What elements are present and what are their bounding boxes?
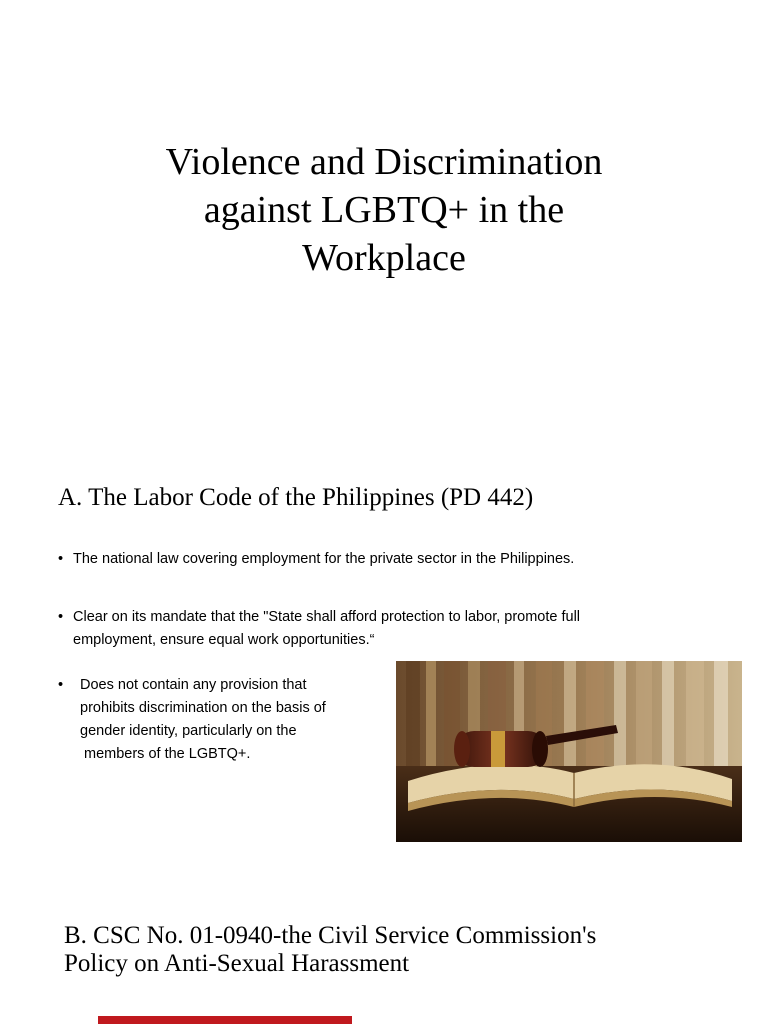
section-a-heading: A. The Labor Code of the Philippines (PD 442) [58,484,534,511]
bullet-text: members of the LGBTQ+. [84,746,251,762]
bullet-text: Does not contain any provision that [80,677,307,693]
section-b-heading [64,922,744,978]
bullet-text: Clear on its mandate that the "State shall afford protection to labor, promote full [73,609,581,625]
heading-line: Policy on Anti-Sexual Harassment [64,950,410,977]
bullet-item [58,674,388,766]
bullet-item [58,606,748,652]
bullet-item [58,548,748,571]
bullet-text: gender identity, particularly on the [80,723,297,739]
slide-title [84,138,684,282]
gavel-on-book-photo [396,661,742,842]
bullet-text: prohibits discrimination on the basis of [80,700,326,716]
bullet-dot: • [58,609,64,625]
bullet-text: employment, ensure equal work opportunities.“ [73,632,375,648]
bullet-dot: • [58,551,64,567]
bullet-dot: • [58,677,64,693]
heading-line: B. CSC No. 01-0940-the Civil Service Commission's [64,922,597,949]
gavel-book-illustration [396,661,742,842]
bullet-text: The national law covering employment for the private sector in the Philippines. [73,551,575,567]
title-line: Violence and Discrimination [165,141,603,183]
title-line: against LGBTQ+ in the [203,189,565,231]
accent-bar [98,1016,352,1024]
title-line: Workplace [302,237,466,279]
